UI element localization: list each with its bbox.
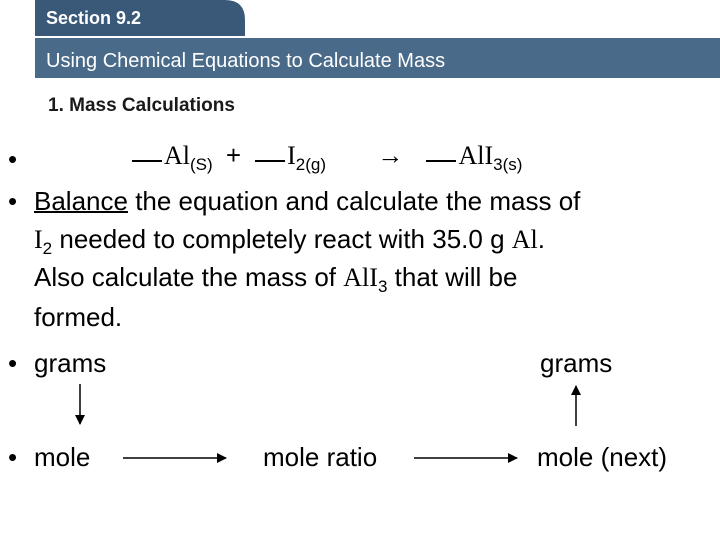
grams-right-label: grams [540, 348, 613, 378]
sub-heading: 1. Mass Calculations [48, 95, 235, 116]
state-label: 2(g) [295, 155, 326, 174]
formula-subscript: 2 [42, 239, 53, 258]
balance-keyword: Balance [34, 186, 128, 216]
state-label: 3(s) [493, 155, 523, 174]
problem-text: the equation and calculate the mass of [127, 186, 581, 216]
aluminum-iodide-formula: AlI [343, 263, 378, 292]
grams-left-label: grams [34, 348, 107, 378]
bullet: • [8, 144, 18, 174]
formula-subscript: 3 [377, 277, 388, 296]
plus-sign: + [225, 140, 242, 170]
problem-text: needed to completely react with 35.0 g [52, 224, 512, 254]
problem-text: Also calculate the mass of [34, 262, 344, 292]
section-subtitle: Using Chemical Equations to Calculate Mass [46, 50, 446, 72]
reactant-iodine: I [287, 141, 296, 170]
section-label: Section 9.2 [46, 8, 142, 28]
state-label: (S) [190, 155, 213, 174]
mole-left-label: mole [34, 442, 91, 472]
bullet: • [8, 186, 18, 216]
period: . [537, 224, 545, 254]
bullet: • [8, 442, 18, 472]
iodine-formula: I [34, 225, 43, 254]
problem-text: formed. [34, 302, 123, 332]
reaction-arrow: → [377, 140, 404, 170]
bullet: • [8, 348, 18, 378]
mole-next-label: mole (next) [537, 442, 668, 472]
problem-text: that will be [387, 262, 518, 292]
reactant-aluminum: Al [164, 141, 190, 170]
mole-ratio-label: mole ratio [263, 442, 378, 472]
product-aluminum-iodide: AlI [458, 141, 494, 170]
aluminum-formula: Al [511, 225, 538, 254]
